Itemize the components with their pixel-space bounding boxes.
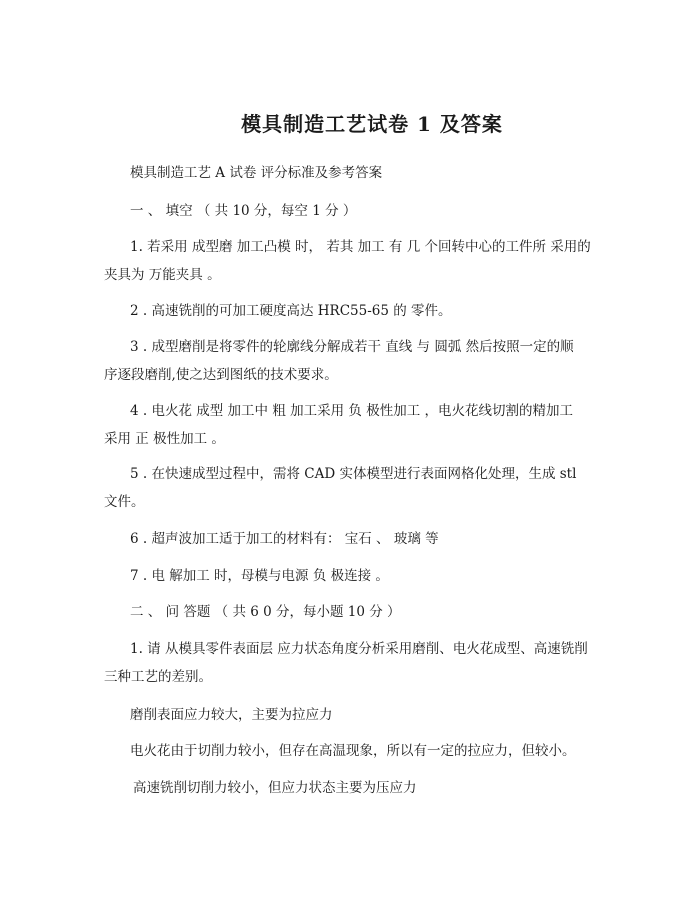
section-qa-heading: 二 、 问 答题 （ 共 6 0 分，每小题 10 分 ） (130, 604, 401, 620)
answer-high-speed-milling: 高速铣削切削力较小，但应力状态主要为压应力 (133, 780, 417, 796)
question-6: 6 . 超声波加工适于加工的材料有： 宝石 、 玻璃 等 (130, 531, 439, 547)
question-5-line-2: 文件。 (104, 494, 145, 510)
question-7: 7 . 电 解加工 时，母模与电源 负 极连接 。 (130, 568, 389, 584)
section-fill-blank-heading: 一 、 填空 （ 共 10 分，每空 1 分 ） (130, 203, 357, 219)
subtitle: 模具制造工艺 A 试卷 评分标准及参考答案 (130, 165, 383, 181)
question-2: 2 . 高速铣削的可加工硬度高达 HRC55-65 的 零件。 (130, 303, 452, 319)
question-3-line-2: 序逐段磨削,使之达到图纸的技术要求。 (104, 367, 338, 383)
document-title: 模具制造工艺试卷 1 及答案 (241, 112, 503, 136)
question-4-line-2: 采用 正 极性加工 。 (104, 431, 225, 447)
question-4-line-1: 4 . 电火花 成型 加工中 粗 加工采用 负 极性加工 ，电火花线切割的精加工 (130, 403, 574, 419)
qa-question-1-line-1: 1. 请 从模具零件表面层 应力状态角度分析采用磨削、电火花成型、高速铣削 (130, 641, 588, 657)
qa-question-1-line-2: 三种工艺的差别。 (104, 669, 212, 685)
question-3-line-1: 3 . 成型磨削是将零件的轮廓线分解成若干 直线 与 圆弧 然后按照一定的顺 (130, 339, 574, 355)
answer-edm: 电火花由于切削力较小，但存在高温现象，所以有一定的拉应力，但较小。 (130, 743, 576, 759)
question-5-line-1: 5 . 在快速成型过程中，需将 CAD 实体模型进行表面网格化处理，生成 stl (130, 466, 577, 482)
question-1-line-1: 1. 若采用 成型磨 加工凸模 时， 若其 加工 有 几 个回转中心的工件所 采用的 (130, 239, 591, 255)
answer-grinding: 磨削表面应力较大，主要为拉应力 (130, 707, 333, 723)
question-1-line-2: 夹具为 万能夹具 。 (104, 267, 221, 283)
